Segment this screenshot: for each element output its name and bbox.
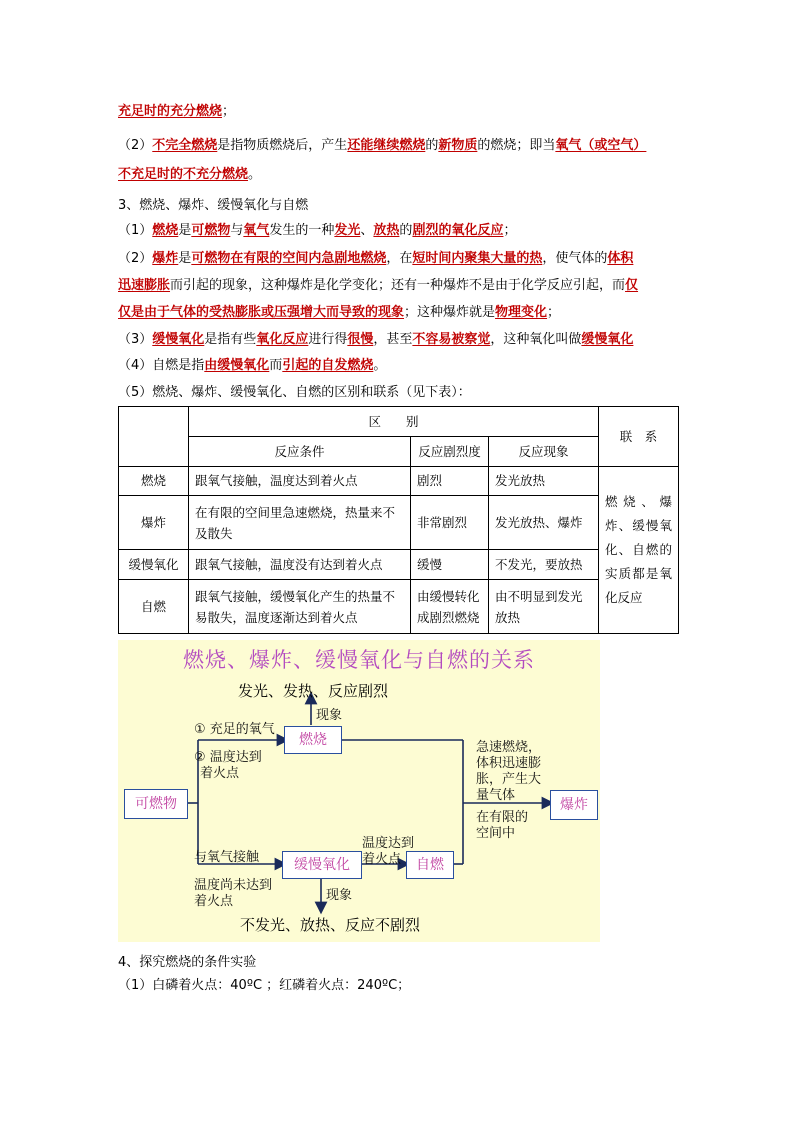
label-phenomenon-bottom: 现象 — [326, 888, 353, 903]
table-relation-cell: 燃烧、爆炸、缓慢氧化、自燃的实质都是氧化反应 — [599, 466, 679, 633]
row-intensity: 非常剧烈 — [411, 496, 489, 550]
box-fuel: 可燃物 — [124, 789, 188, 819]
table-row — [119, 496, 679, 550]
label-condition-temp-a: ② 温度达到 — [194, 750, 262, 765]
row-intensity: 剧烈 — [411, 466, 489, 496]
row-intensity: 缓慢 — [411, 550, 489, 580]
row-condition: 跟氧气接触，温度没有达到着火点 — [189, 550, 411, 580]
text-line-explosion-3: 仅是由于气体的受热膨胀或压强增大而导致的现象；这种爆炸就是物理变化； — [118, 305, 561, 320]
row-name: 缓慢氧化 — [119, 550, 189, 580]
label-rapid-b: 体积迅速膨 — [476, 756, 542, 771]
text-line-3: 不充足时的不充分燃烧。 — [118, 167, 262, 182]
text-line-table-intro: （5）燃烧、爆炸、缓慢氧化、自燃的区别和联系（见下表）： — [118, 385, 471, 400]
comparison-table — [118, 406, 679, 634]
table-row — [119, 580, 679, 634]
label-rapid-a: 急速燃烧， — [476, 740, 542, 755]
label-reach-a: 温度达到 — [362, 836, 415, 851]
table-header-relation: 联 系 — [599, 407, 679, 467]
row-phenomenon: 由不明显到发光放热 — [489, 580, 599, 634]
label-limited-a: 在有限的 — [476, 810, 529, 825]
box-self-ignition: 自燃 — [406, 851, 454, 879]
table-header-condition: 反应条件 — [189, 436, 411, 466]
label-phenomenon-top: 现象 — [316, 708, 343, 723]
table-header-difference: 区 别 — [189, 407, 599, 437]
diagram-top-text: 发光、发热、反应剧烈 — [238, 682, 389, 700]
text-line-combustion: （1）燃烧是可燃物与氧气发生的一种发光、放热的剧烈的氧化反应； — [118, 223, 517, 238]
label-limited-b: 空间中 — [476, 826, 516, 841]
label-condition-temp-b: 着火点 — [200, 766, 240, 781]
relationship-diagram — [118, 640, 600, 942]
text-line-2: （2）不完全燃烧是指物质燃烧后，产生还能继续燃烧的新物质的燃烧；即当氧气（或空气） — [118, 138, 647, 153]
row-name: 燃烧 — [119, 466, 189, 496]
table-row — [119, 550, 679, 580]
table-header-intensity: 反应剧烈度 — [411, 436, 489, 466]
table-header-phenomenon: 反应现象 — [489, 436, 599, 466]
box-slow-oxidation: 缓慢氧化 — [282, 851, 362, 879]
table-corner-cell — [119, 407, 189, 467]
row-phenomenon: 不发光，要放热 — [489, 550, 599, 580]
label-not-reach-a: 温度尚未达到 — [194, 878, 273, 893]
label-reach-b: 着火点 — [362, 852, 402, 867]
row-condition: 跟氧气接触，温度达到着火点 — [189, 466, 411, 496]
row-condition: 跟氧气接触，缓慢氧化产生的热量不易散失，温度逐渐达到着火点 — [189, 580, 411, 634]
text-line-1: 充足时的充分燃烧； — [118, 104, 236, 119]
text-line-ignition-points: （1）白磷着火点：40ºC ；红磷着火点：240ºC； — [118, 978, 411, 993]
table-row — [119, 466, 679, 496]
label-contact-oxygen: 与氧气接触 — [194, 850, 260, 865]
text-line-self-ignition: （4）自燃是指由缓慢氧化而引起的自发燃烧。 — [118, 358, 387, 373]
label-rapid-c: 胀，产生大 — [476, 772, 542, 787]
row-phenomenon: 发光放热 — [489, 466, 599, 496]
row-phenomenon: 发光放热、爆炸 — [489, 496, 599, 550]
row-condition: 在有限的空间里急速燃烧，热量来不及散失 — [189, 496, 411, 550]
section-heading-3: 3、燃烧、爆炸、缓慢氧化与自燃 — [118, 198, 309, 213]
box-burn: 燃烧 — [284, 726, 342, 754]
row-intensity: 由缓慢转化成剧烈燃烧 — [411, 580, 489, 634]
text-line-slow-oxidation: （3）缓慢氧化是指有些氧化反应进行得很慢，甚至不容易被察觉，这种氧化叫做缓慢氧化 — [118, 332, 634, 347]
row-name: 爆炸 — [119, 496, 189, 550]
text-line-explosion-2: 迅速膨胀而引起的现象，这种爆炸是化学变化；还有一种爆炸不是由于化学反应引起，而仅 — [118, 278, 639, 293]
row-name: 自燃 — [119, 580, 189, 634]
diagram-bottom-text: 不发光、放热、反应不剧烈 — [240, 916, 421, 934]
box-explode: 爆炸 — [550, 790, 598, 820]
text-line-explosion-1: （2）爆炸是可燃物在有限的空间内急剧地燃烧，在短时间内聚集大量的热，使气体的体积 — [118, 251, 634, 266]
label-rapid-d: 量气体 — [476, 788, 516, 803]
label-not-reach-b: 着火点 — [194, 894, 234, 909]
diagram-title: 燃烧、爆炸、缓慢氧化与自燃的关系 — [183, 648, 535, 672]
label-condition-oxygen: ① 充足的氧气 — [194, 722, 275, 737]
section-heading-4: 4、探究燃烧的条件实验 — [118, 955, 257, 970]
